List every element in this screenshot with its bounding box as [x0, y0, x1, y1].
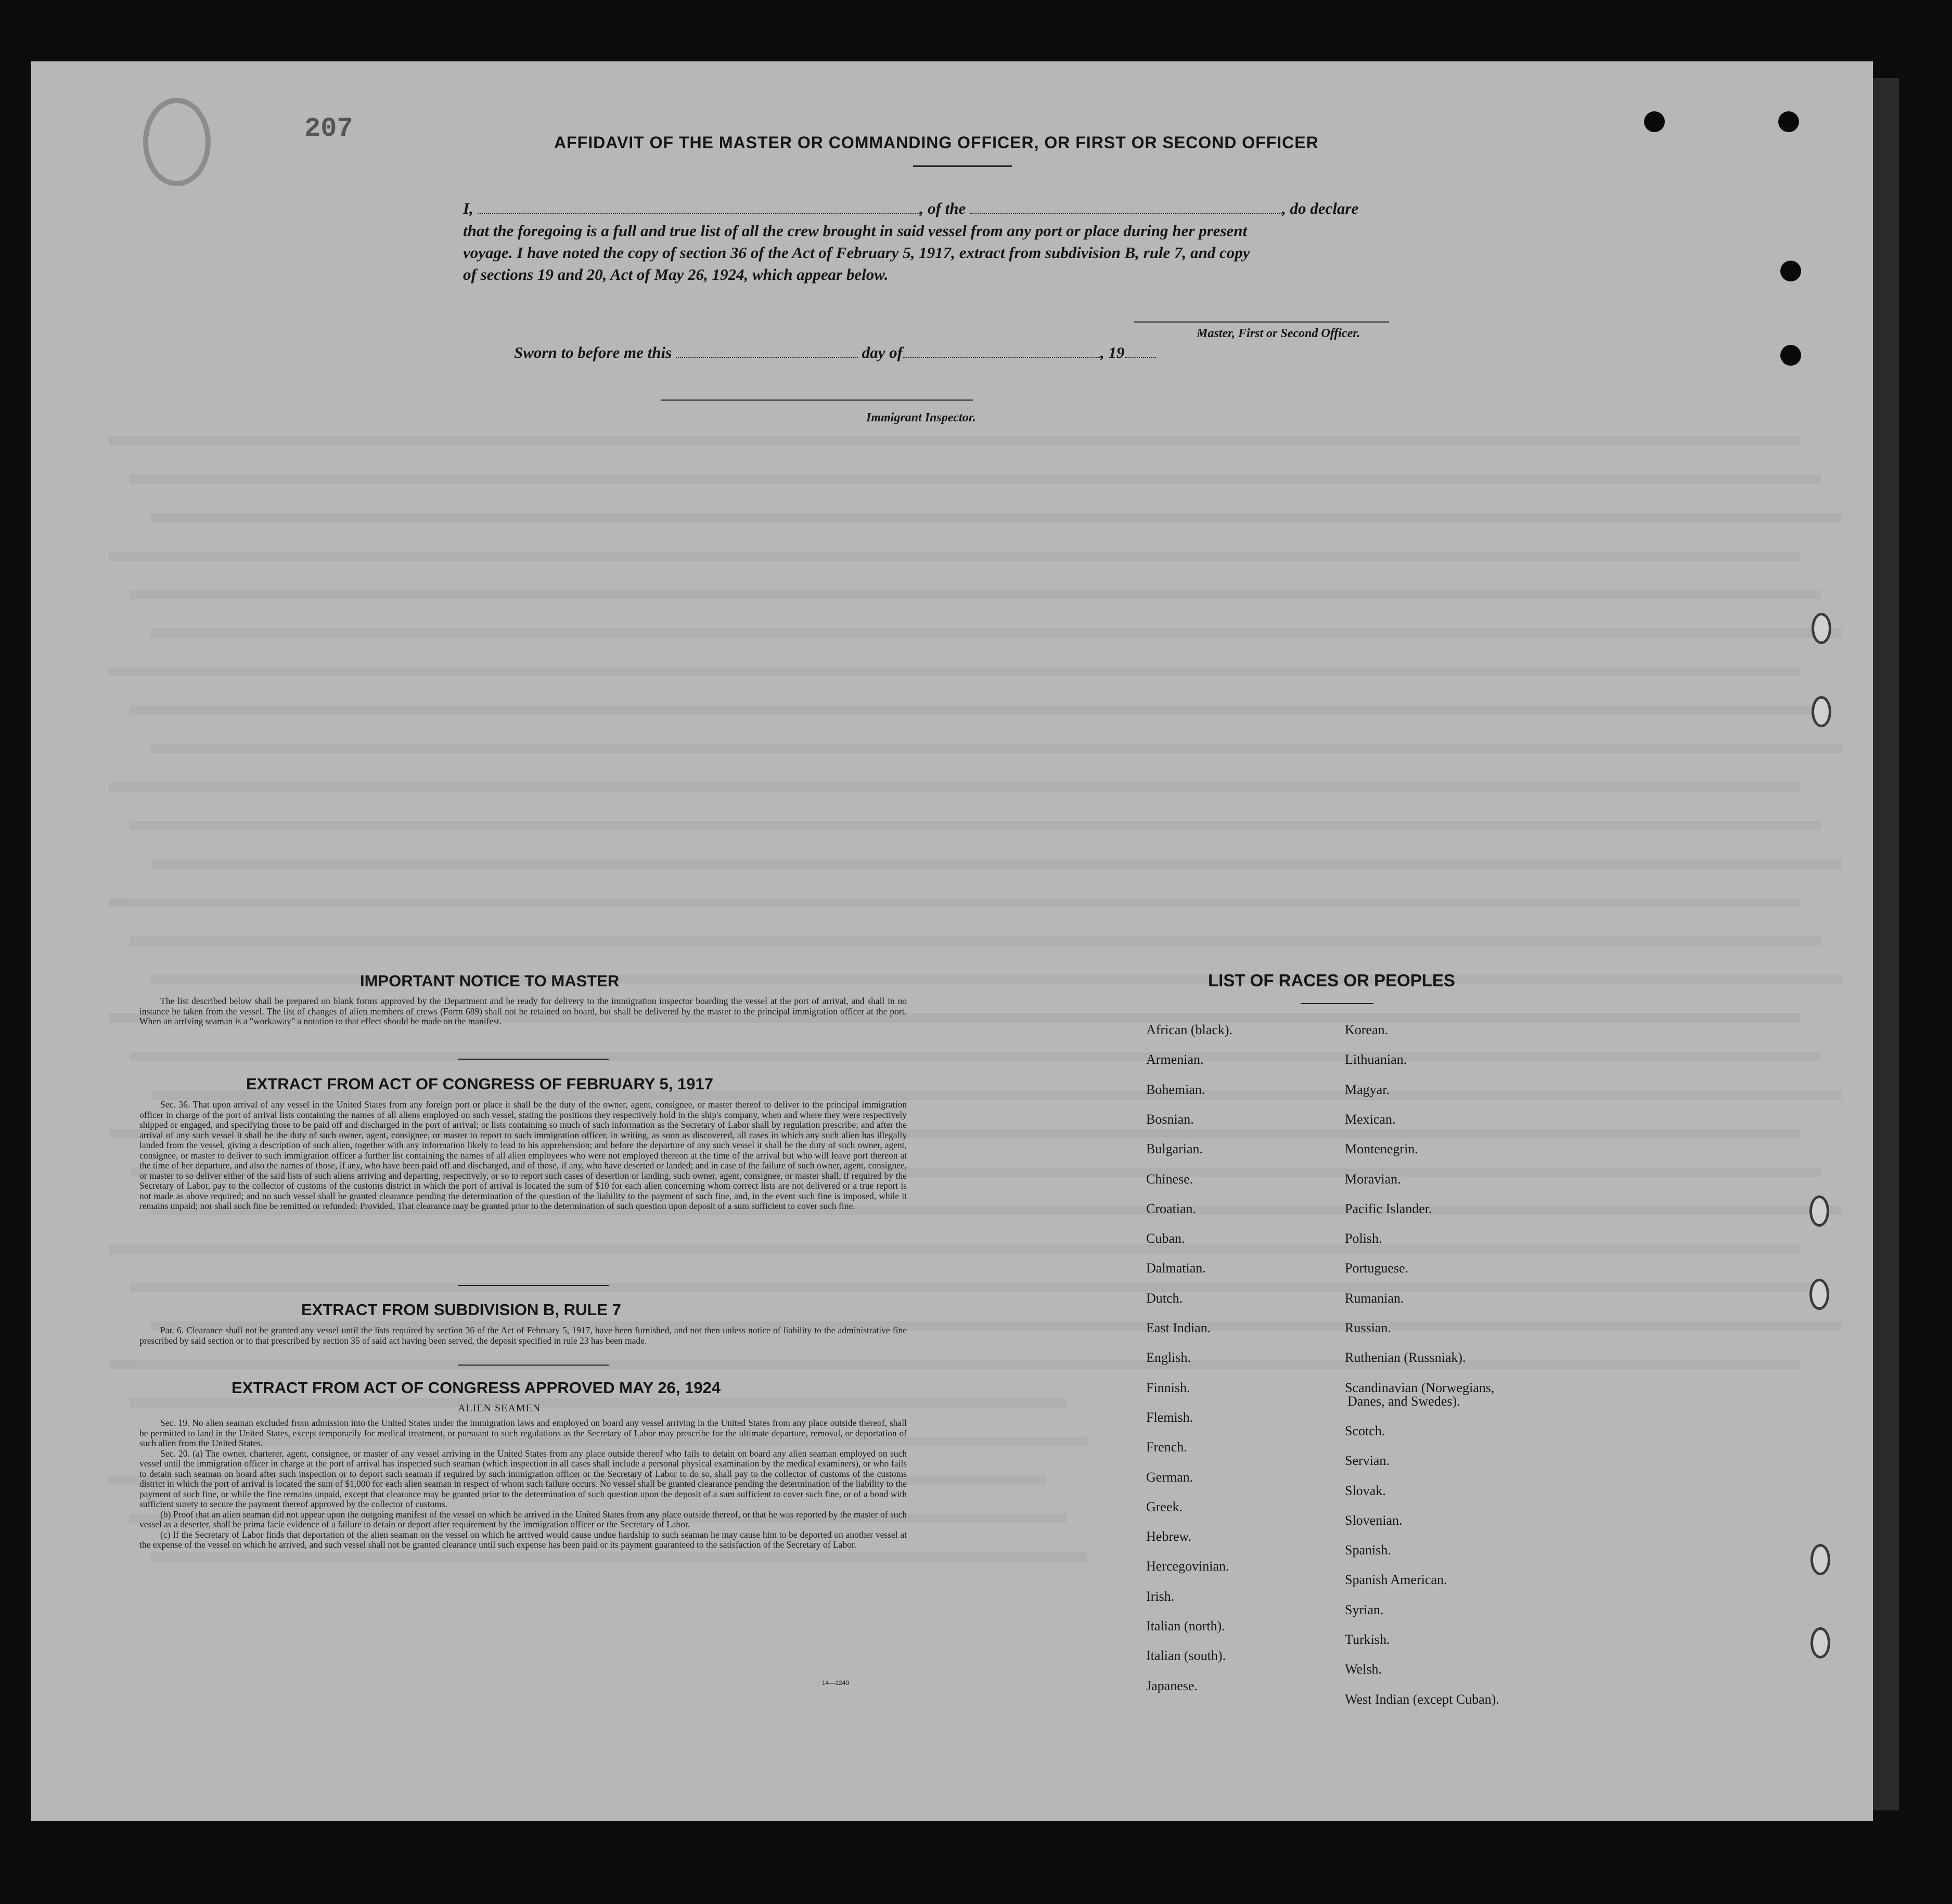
binder-ring [1810, 1544, 1830, 1575]
sec-19-paragraph: Sec. 19. No alien seaman excluded from admission into the United States under the immigration laws and employed on board any vessel arriving in the United States from any place outside thereof, shall be permitted to land in the United States, except temporarily for medical treatment, or pursuant to such regulations as the Secretary of Labor may prescribe for the ultimate departure, removal, or deportation of such alien from the United States. [139, 1418, 907, 1448]
alien-seamen-caption: ALIEN SEAMEN [458, 1403, 541, 1414]
race-item: Spanish. [1345, 1542, 1391, 1558]
race-item: Pacific Islander. [1345, 1201, 1432, 1216]
race-item: Lithuanian. [1345, 1052, 1407, 1067]
bleed-row [130, 1052, 1821, 1074]
race-item: Scandinavian (Norwegians, [1345, 1380, 1495, 1395]
extract-rule7-text [139, 1326, 907, 1346]
affidavit-i: I, [463, 199, 473, 217]
bleed-row [130, 821, 1821, 843]
race-item: Mexican. [1345, 1111, 1396, 1127]
extract-1917-divider [458, 1285, 609, 1286]
affidavit-title: AFFIDAVIT OF THE MASTER OR COMMANDING OFFICER, OR FIRST OR SECOND OFFICER [554, 133, 1319, 152]
race-item: Magyar. [1345, 1082, 1390, 1097]
inspector-caption: Immigrant Inspector. [866, 411, 976, 424]
race-item: Armenian. [1146, 1052, 1204, 1067]
race-item: Greek. [1146, 1499, 1183, 1514]
race-item: Spanish American. [1345, 1572, 1447, 1588]
race-item: Dutch. [1146, 1290, 1183, 1306]
title-underline [913, 165, 1012, 167]
sec-20b-paragraph: (b) Proof that an alien seaman did not appear upon the outgoing manifest of the vessel on which he arrived in the United States from any place outside thereof, or that he was reported by the master of such vessel as a deserter, shall be prima facie evidence of a failure to detain or deport after requirement by the immigration officer or the Secretary of Labor. [139, 1509, 907, 1529]
punch-hole [1780, 261, 1801, 281]
vessel-blank[interactable] [970, 199, 1282, 214]
race-item: Slovak. [1345, 1483, 1386, 1498]
page-number: 207 [304, 113, 353, 144]
punch-hole [1780, 345, 1801, 366]
document-page [31, 61, 1873, 1821]
bleed-row [109, 898, 1800, 920]
sworn-line [514, 343, 1156, 362]
bleed-row [151, 513, 1842, 535]
race-item: Welsh. [1345, 1662, 1382, 1677]
bleed-row [109, 1244, 1800, 1266]
extract-1924-title: EXTRACT FROM ACT OF CONGRESS APPROVED MAY 26, 1924 [232, 1379, 721, 1397]
race-item: East Indian. [1146, 1320, 1211, 1335]
race-item: Russian. [1345, 1320, 1391, 1335]
sworn-year-blank[interactable] [1125, 343, 1156, 358]
master-signature-line[interactable] [1134, 321, 1389, 323]
affidavit-of-the: , of the [919, 199, 966, 217]
bleed-row [151, 744, 1842, 766]
race-item: Polish. [1345, 1231, 1382, 1246]
bleed-row [109, 436, 1800, 458]
race-item: Dalmatian. [1146, 1260, 1206, 1276]
race-item: Hebrew. [1146, 1529, 1192, 1545]
bleed-row [109, 551, 1800, 573]
form-number: 14—1240 [822, 1679, 850, 1687]
race-item: English. [1146, 1350, 1191, 1366]
notice-title: IMPORTANT NOTICE TO MASTER [360, 972, 620, 990]
master-caption: Master, First or Second Officer. [1197, 327, 1360, 340]
race-item: Bosnian. [1146, 1111, 1194, 1127]
bleed-row [151, 859, 1842, 881]
binder-ring [1812, 696, 1831, 727]
bleed-row [151, 628, 1842, 650]
race-item: Ruthenian (Russniak). [1345, 1350, 1466, 1366]
affidavit-line-3: voyage. I have noted the copy of section 36 of the Act of February 5, 1917, extract from subdivision B, rule 7, and copy [463, 243, 1250, 262]
race-item: Montenegrin. [1345, 1141, 1418, 1157]
bleed-row [130, 936, 1821, 958]
race-item: Bulgarian. [1146, 1141, 1203, 1157]
race-item: Flemish. [1146, 1409, 1193, 1425]
affidavit-line-4: of sections 19 and 20, Act of May 26, 1924, which appear below. [463, 265, 889, 284]
par-6-paragraph: Par. 6. Clearance shall not be granted any vessel until the lists required by section 36 of the Act of February 5, 1917, have been furnished, and not then unless notice of liability to the administrative fine prescribed by said section or to that prescribed by section 35 of said act having been served, the deposit specified in rule 23 has been made. [139, 1325, 907, 1346]
race-item: German. [1146, 1469, 1193, 1485]
bleed-row [130, 705, 1821, 727]
bleed-through-texture [31, 61, 1873, 1821]
punch-hole [1644, 111, 1665, 132]
sworn-month-blank[interactable] [903, 343, 1100, 358]
day-of-label: day of [862, 343, 903, 362]
stamp-mark [143, 98, 211, 186]
notice-divider [458, 1059, 609, 1060]
sec-20a-paragraph: Sec. 20. (a) The owner, charterer, agent, consignee, or master of any vessel arriving in the United States from any place outside thereof who fails to detain on board any alien seaman employed on such vessel until the immigration officer in charge at the port of arrival has inspected such seaman (which inspection in all cases shall include a personal physical examination by the medical examiners), or who fails to detain such seaman on board after such inspection or to deport such seaman if required by such immigration officer or the Secretary of Labor to do so, shall pay to the collector of customs of the customs district in which the port of arrival is located the sum of $1,000 for each alien seaman in respect of whom such failure occurs. No vessel shall be granted clearance pending the determination of the liability to the payment of such fine, or while the fine remains unpaid, except that clearance may be granted prior to the determination of such question upon the deposit of a sum sufficient to cover such fine, or of a bond with sufficient surety to secure the payment thereof approved by the collector of customs. [139, 1448, 907, 1509]
race-item: Bohemian. [1146, 1082, 1205, 1097]
bleed-row [130, 1398, 1067, 1420]
extract-1917-text [139, 1100, 907, 1212]
race-item: African (black). [1146, 1022, 1233, 1037]
races-divider [1301, 1003, 1373, 1004]
race-item: Moravian. [1345, 1171, 1401, 1187]
bleed-row [109, 782, 1800, 804]
race-item: Korean. [1345, 1022, 1389, 1037]
affidavit-declare: , do declare [1282, 199, 1359, 217]
race-item: French. [1146, 1439, 1187, 1455]
race-item: Italian (north). [1146, 1618, 1225, 1633]
bleed-row [109, 667, 1800, 689]
race-item: Danes, and Swedes). [1347, 1393, 1460, 1409]
race-item: Finnish. [1146, 1380, 1190, 1395]
inspector-signature-line[interactable] [661, 400, 973, 401]
year-label: , 19 [1100, 343, 1125, 362]
extract-1924-text [139, 1418, 907, 1550]
race-item: Slovenian. [1345, 1512, 1403, 1528]
sec-36-paragraph: Sec. 36. That upon arrival of any vessel in the United States from any foreign port or place it shall be the duty of the owner, agent, consignee, or master thereof to deliver to the principal immigration officer in charge of the port of arrival lists containing the names of all aliens employed on such vessel, stating the positions they respectively hold in the ship's company, when and where they were respectively shipped or engaged, and specifying those to be paid off and discharged in the port of arrival; or lists containing so much of such information as the Secretary of Labor shall by regulation prescribe; and after the arrival of any such vessel it shall be the duty of such owner, agent, consignee, or master to report to such immigration officer, in writing, as soon as discovered, all cases in which any such alien has illegally landed from the vessel, giving a description of such alien, together with any information likely to lead to his apprehension; and before the departure of any such vessel it shall be the duty of such owner, agent, consignee, or master to deliver to such immigration officer a further list containing the names of all alien employees who were not employed thereon at the time of the arrival but who will leave port thereon at the time of her departure, and also the names of those, if any, who have been paid off and discharged, and of those, if any, who have deserted or landed; and in case of the failure of such owner, agent, consignee, or master to so deliver either of the said lists of such aliens arriving and departing, respectively, or so to report such cases of desertion or landing, such owner, agent, consignee, or master shall, if required by the Secretary of Labor, pay to the collector of customs of the customs district in which the port of arrival is located the sum of $10 for each alien concerning whom correct lists are not delivered or a true report is not made as above required; and no such vessel shall be granted clearance pending the determination of the question of the liability to the payment of such fine, and, in the event such fine is imposed, while it remains unpaid; nor shall such fine be remitted or refunded: Provided, That clearance may be granted prior to the determination of such question upon deposit of a sum sufficient to cover such fine. [139, 1099, 907, 1211]
extract-1917-title: EXTRACT FROM ACT OF CONGRESS OF FEBRUARY 5, 1917 [246, 1075, 713, 1093]
extract-rule7-divider [458, 1365, 609, 1366]
sec-20c-paragraph: (c) If the Secretary of Labor finds that deportation of the alien seaman on the vessel on which he arrived would cause undue hardship to such seaman he may cause him to be deported on another vessel at the expense of the vessel on which he arrived, and such vessel shall not be granted clearance until such expense has been paid or its payment guaranteed to the satisfaction of the Secretary of Labor. [139, 1529, 907, 1550]
name-blank[interactable] [478, 199, 920, 214]
binder-ring [1810, 1627, 1830, 1658]
race-item: Cuban. [1146, 1231, 1185, 1246]
race-item: Italian (south). [1146, 1648, 1226, 1664]
races-title: LIST OF RACES OR PEOPLES [1208, 971, 1455, 990]
binder-ring [1809, 1195, 1829, 1227]
binder-ring [1812, 613, 1831, 644]
affidavit-line-2: that the foregoing is a full and true list of all the crew brought in said vessel from any port or place during her present [463, 222, 1248, 240]
race-item: Servian. [1345, 1453, 1390, 1469]
race-item: Hercegovinian. [1146, 1559, 1229, 1574]
race-item: Japanese. [1146, 1678, 1198, 1693]
race-item: Turkish. [1345, 1632, 1390, 1647]
race-item: Irish. [1146, 1588, 1175, 1604]
sworn-day-blank[interactable] [676, 343, 858, 358]
race-item: Rumanian. [1345, 1290, 1404, 1306]
punch-hole [1778, 111, 1799, 132]
affidavit-line-1 [463, 199, 1358, 218]
race-item: Chinese. [1146, 1171, 1193, 1187]
bleed-row [151, 1552, 1087, 1574]
race-item: Scotch. [1345, 1423, 1385, 1438]
bleed-row [130, 590, 1821, 612]
notice-paragraph: The list described below shall be prepared on blank forms approved by the Department and be ready for delivery to the immigration inspector boarding the vessel at the port of arrival, and shall in no instance be taken from the vessel. The list of changes of alien members of crews (Form 689) shall not be retained on board, but shall be delivered by the master to the principal immigration officer at the port. When an arriving seaman is a "workaway" a notation to that effect should be made on the manifest. [139, 996, 907, 1026]
notice-text [139, 996, 907, 1027]
race-item: West Indian (except Cuban). [1345, 1691, 1499, 1707]
extract-rule7-title: EXTRACT FROM SUBDIVISION B, RULE 7 [301, 1301, 621, 1319]
race-item: Croatian. [1146, 1201, 1197, 1216]
bleed-row [130, 474, 1821, 496]
binder-ring [1809, 1279, 1829, 1310]
sworn-label: Sworn to before me this [514, 343, 672, 362]
race-item: Portuguese. [1345, 1260, 1409, 1276]
race-item: Syrian. [1345, 1602, 1384, 1617]
